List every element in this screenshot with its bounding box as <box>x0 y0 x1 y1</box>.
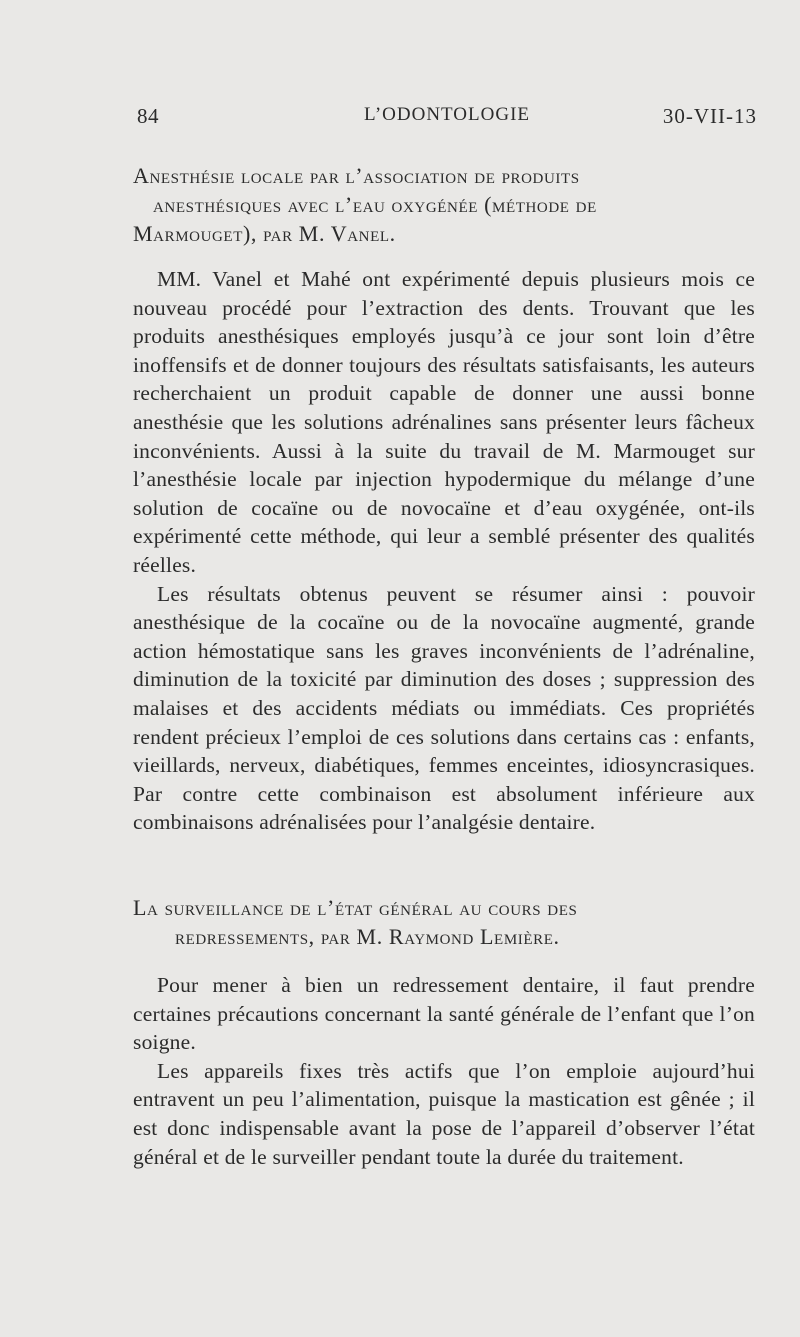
heading-line: redressements, par M. Raymond Lemière. <box>175 924 560 949</box>
running-head <box>137 104 757 134</box>
section-heading <box>133 893 755 951</box>
issue-date: 30-VII-13 <box>662 104 757 128</box>
heading-line: anesthésiques avec l’eau oxygénée (méthode de <box>153 192 597 217</box>
journal-title: L’ODONTOLOGIE <box>363 104 531 125</box>
section-anesthesie <box>133 161 755 837</box>
heading-line: La surveillance de l’état général au cours des <box>133 895 578 920</box>
section-surveillance <box>133 893 755 1171</box>
heading-line: Anesthésie locale par l’association de produits <box>133 163 580 188</box>
section-heading <box>133 161 755 248</box>
heading-line: Marmouget), par M. Vanel. <box>133 221 396 246</box>
page-number: 84 <box>137 104 159 128</box>
body-paragraph: Les résultats obtenus peuvent se résumer ainsi : pouvoir anesthésique de la cocaïne ou de la novocaïne augmenté, grande action hémostatique sans les graves inconvénients de l’adrénaline, diminution de la toxicité par diminution des doses ; suppression des malaises et des accidents médiats ou immédiats. Ces propriétés rendent précieux l’emploi de ces solutions dans certains cas : enfants, vieillards, nerveux, diabétiques, femmes enceintes, idiosyncrasiques. Par contre cette combinaison est absolument inférieure aux combinaisons adrénalisées pour l’analgésie dentaire. <box>133 581 755 835</box>
body-paragraph: Les appareils fixes très actifs que l’on emploie aujourd’hui entravent un peu l’alimentation, puisque la mastication est gênée ; il est donc indispensable avant la pose de l’appareil d’observer l’état général et de le surveiller pendant toute la durée du traitement. <box>133 1058 755 1169</box>
body-paragraph: Pour mener à bien un redressement dentaire, il faut prendre certaines précautions concernant la santé générale de l’enfant que l’on soigne. <box>133 973 755 1055</box>
body-paragraph: MM. Vanel et Mahé ont expérimenté depuis plusieurs mois ce nouveau procédé pour l’extraction des dents. Trouvant que les produits anesthésiques employés jusqu’à ce jour sont loin d’être inoffensifs et de donner toujours des résultats satisfaisants, les auteurs recherchaient un produit capable de donner une aussi bonne anesthésie que les solutions adrénalines sans présenter leurs fâcheux inconvénients. Aussi à la suite du travail de M. Marmouget sur l’anesthésie locale par injection hypodermique du mélange d’une solution de cocaïne ou de novocaïne et d’eau oxygénée, ont-ils expérimenté cette méthode, qui leur a semblé présenter des qualités réelles. <box>133 267 755 577</box>
